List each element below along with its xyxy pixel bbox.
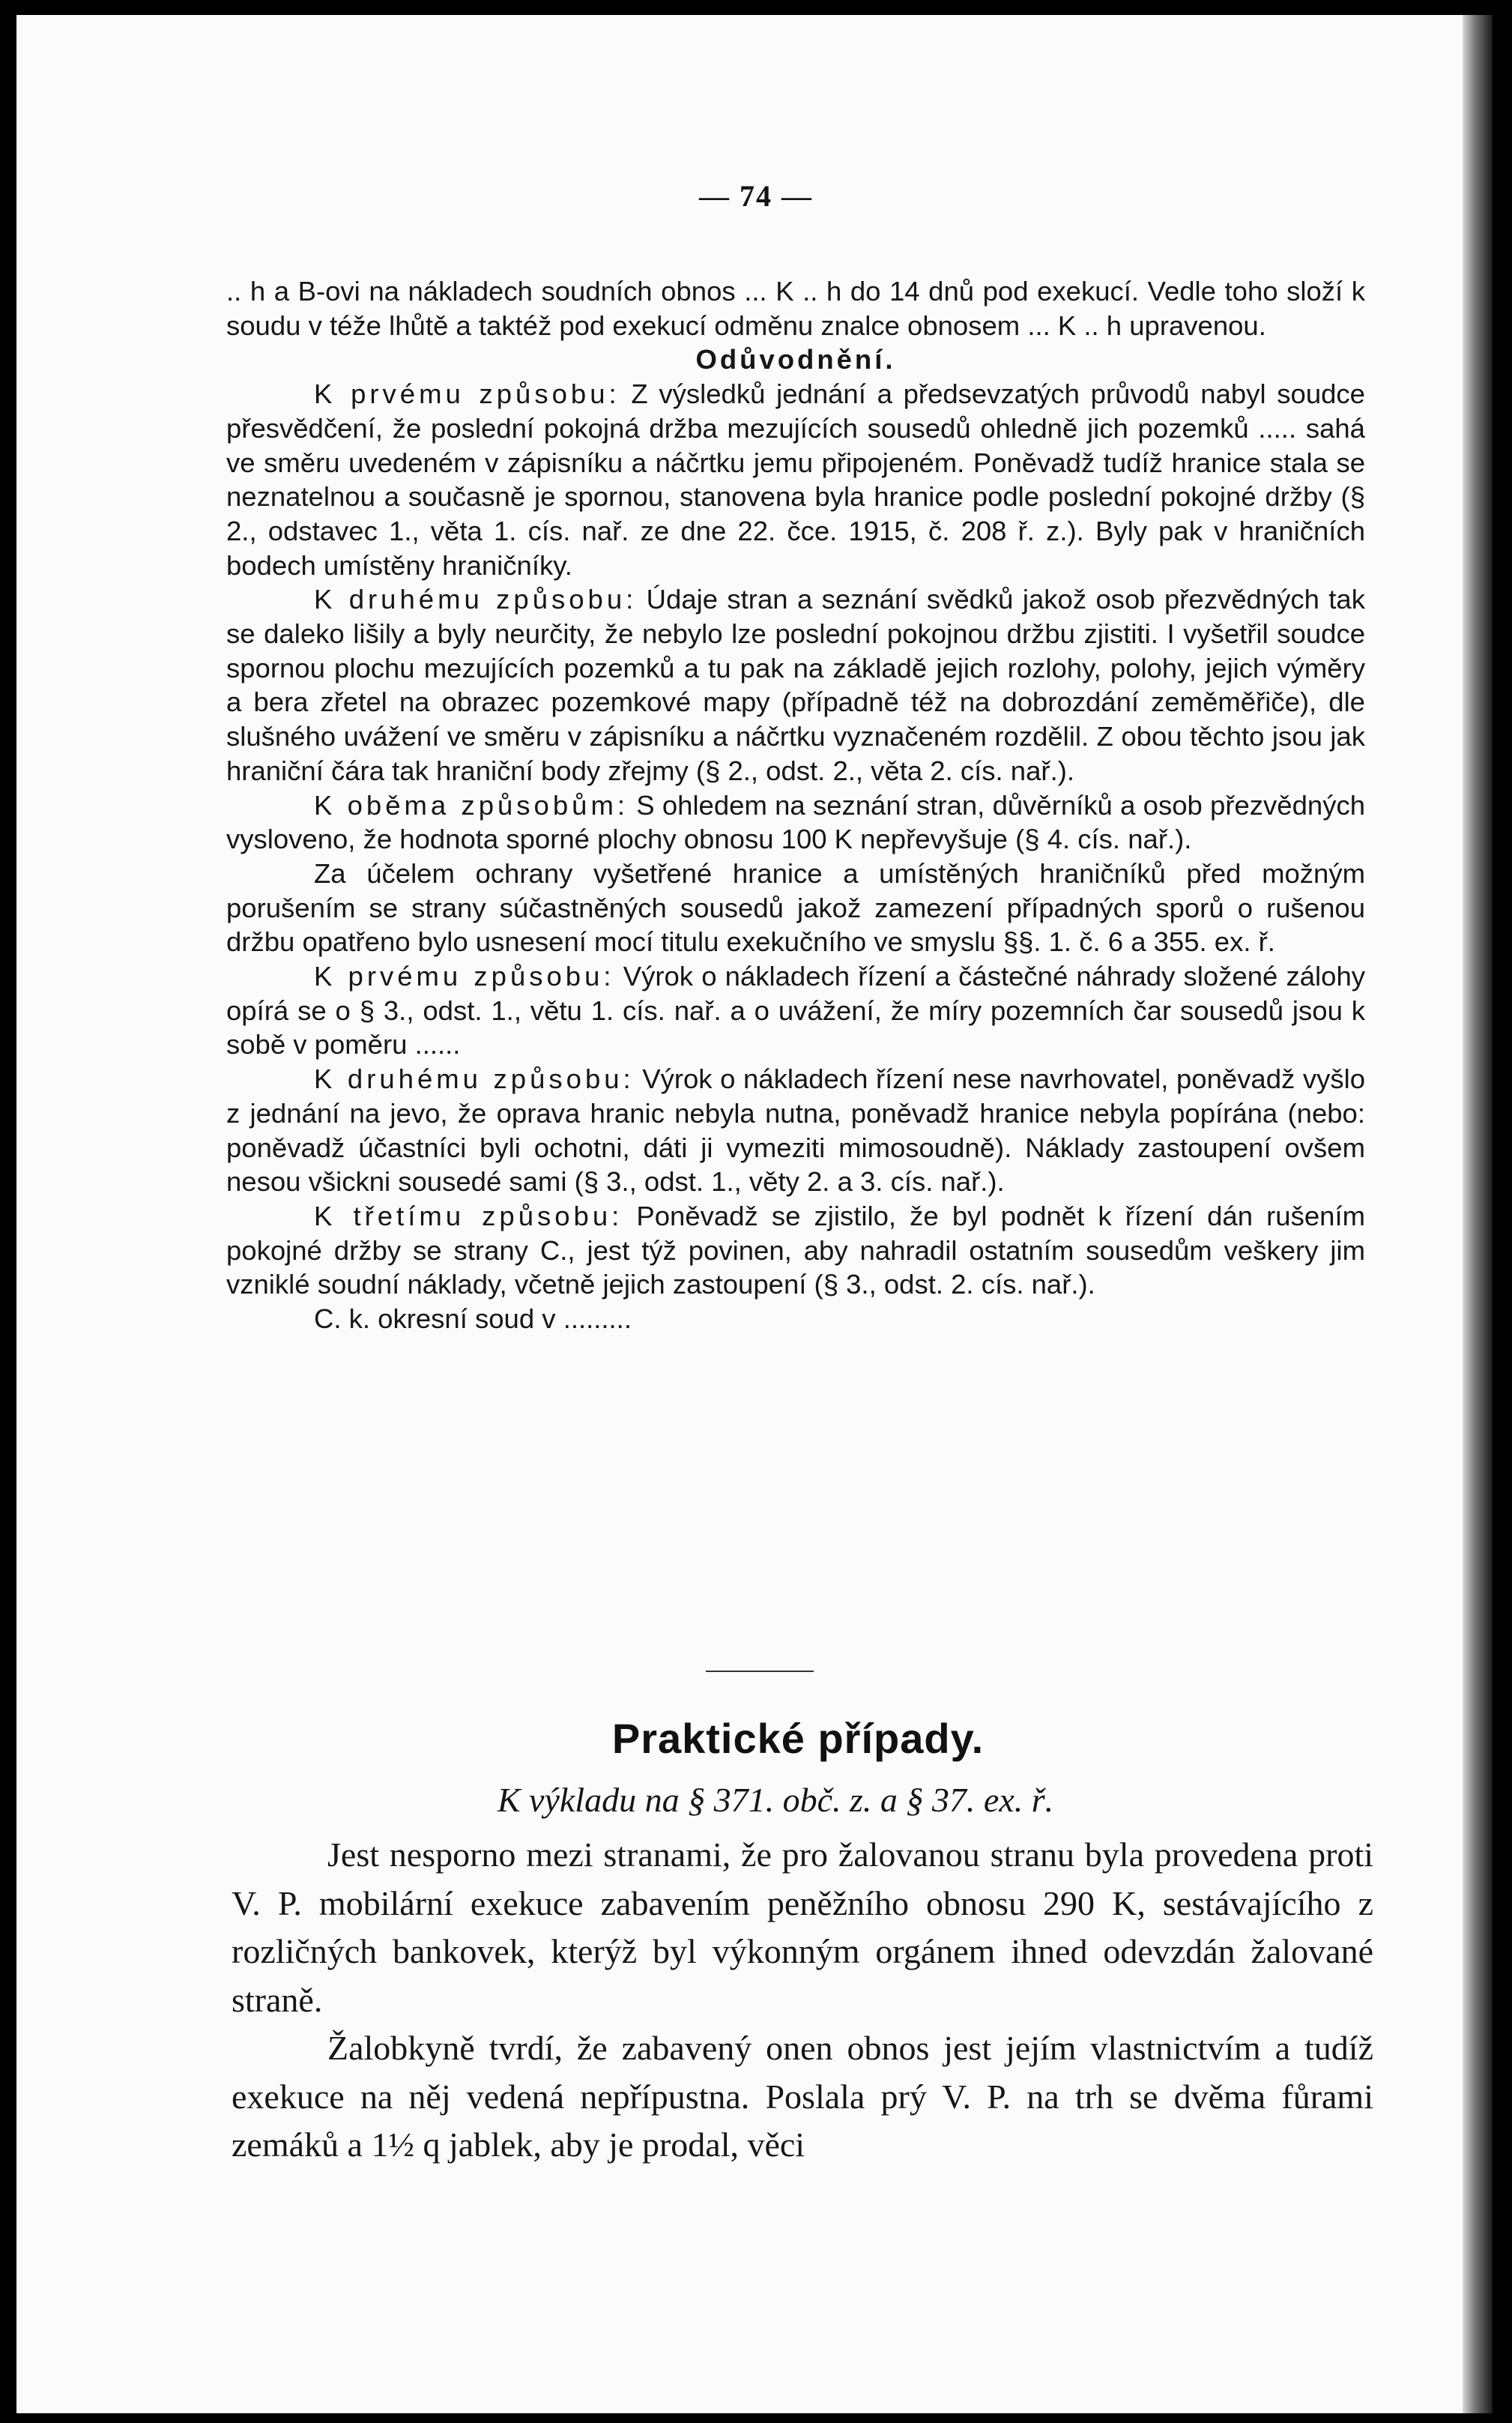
paragraph-lead: K oběma způsobům: bbox=[314, 789, 629, 821]
page-number: — 74 — bbox=[699, 179, 813, 213]
paragraph-protection: Za účelem ochrany vyšetřené hranice a umístěných hraničníků před možným porušením se strany súčastněných sousedů jakož zamezení případných sporů o rušenou držbu opatřeno bylo usnesení mocí titulu exekučního ve smyslu §§. 1. č. 6 a 355. ex. ř. bbox=[226, 857, 1365, 958]
reasons-heading: Odůvodnění. bbox=[695, 344, 896, 375]
court-signature: C. k. okresní soud v ......... bbox=[314, 1303, 632, 1335]
paragraph-costs-second bbox=[226, 1062, 1365, 1199]
paragraph-lead: K třetímu způsobu: bbox=[314, 1200, 623, 1231]
paragraph-costs-third bbox=[226, 1199, 1365, 1302]
paragraph-second-method bbox=[226, 582, 1365, 788]
paragraph-costs-first bbox=[226, 959, 1365, 1062]
paragraph-lead: K druhému způsobu: bbox=[314, 1063, 635, 1095]
section-subtitle: K výkladu na § 371. obč. z. a § 37. ex. ř. bbox=[497, 1781, 1054, 1819]
paragraph-lead: K druhému způsobu: bbox=[314, 584, 638, 615]
paragraph-lead: K prvému způsobu: bbox=[314, 961, 615, 992]
paragraph-body: Výrok o nákladech řízení nese navrhovatel, poněvadž vyšlo z jednání na jevo, že oprava hranic nebyla nutna, poněvadž hranice nebyla popírána (nebo: poněvadž účastníci byli ochotni, dáti ji vymeziti mimosoudně). Náklady zastoupení ovšem nesou všickni sousedé sami (§ 3., odst. 1., věty 2. a 3. cís. nař.). bbox=[226, 1063, 1365, 1198]
paragraph-body: Poněvadž se zjistilo, že byl podnět k řízení dán rušením pokojné držby se strany C., jest týž povinen, aby nahradil ostatním sousedům veškery jim vzniklé soudní náklady, včetně jejich zastoupení (§ 3., odst. 2. cís. nař.). bbox=[226, 1200, 1365, 1300]
paragraph-body: Výrok o nákladech řízení a částečné náhrady složené zálohy opírá se o § 3., odst. 1., větu 1. cís. nař. a o uvážení, že míry pozemních čar sousedů jsou k sobě v poměru ...... bbox=[226, 961, 1365, 1060]
paragraph-body: S ohledem na seznání stran, důvěrníků a osob přezvědných vysloveno, že hodnota sporné plochy obnosu 100 K nepřevyšuje (§ 4. cís. nař.). bbox=[226, 789, 1366, 855]
section-title: Praktické případy. bbox=[611, 1715, 985, 1762]
case-paragraph: Žalobkyně tvrdí, že zabavený onen obnos jest jejím vlastnictvím a tudíž exekuce na něj vedená nepřípustna. Poslala prý V. P. na trh se dvěma fůrami zemáků a 1½ q jablek, aby je prodal, věci bbox=[232, 2029, 1373, 2164]
paragraph-body: Z výsledků jednání a předsevzatých průvodů nabyl soudce přesvědčení, že poslední pokojná držba mezujících sousedů ohledně jich pozemků ..... sahá ve směru uvedeném v zápisníku a náčrtku jemu připojeném. Poněvadž tudíž hranice stala se neznatelnou a současně je spornou, stanovena byla hranice podle poslední pokojné držby (§ 2., odstavec 1., věta 1. cís. nař. ze dne 22. čce. 1915, č. 208 ř. z.). Byly pak v hraničních bodech umístěny hraničníky. bbox=[226, 378, 1365, 581]
page-edge-shadow bbox=[1463, 15, 1493, 2413]
section-divider bbox=[706, 1671, 814, 1672]
paragraph-lead: K prvému způsobu: bbox=[314, 378, 620, 410]
case-text bbox=[232, 1831, 1373, 2170]
judgment-text bbox=[226, 274, 1365, 1336]
paragraph-body: Údaje stran a seznání svědků jakož osob přezvědných tak se daleko lišily a byly neurčity, že nebylo lze poslední pokojnou držbu zjistiti. I vyšetřil soudce spornou plochu mezujících pozemků a tu pak na základě jejich rozlohy, polohy, jejich výměry a bera zřetel na obrazec pozemkové mapy (případně též na dobrozdání zeměměřiče), dle slušného uvážení ve směru v zápisníku a náčrtku vyznačeném rozdělil. Z obou těchto jsou jak hraniční čára tak hraniční body zřejmy (§ 2., odst. 2., věta 2. cís. nař.). bbox=[226, 584, 1365, 786]
case-paragraph: Jest nesporno mezi stranami, že pro žalovanou stranu byla provedena proti V. P. mobilární exekuce zabavením peněžního obnosu 290 K, sestávajícího z rozličných bankovek, kterýž byl výkonným orgánem ihned odevzdán žalované straně. bbox=[232, 1835, 1373, 2019]
paragraph-both-methods bbox=[226, 788, 1365, 857]
paragraph-costs: .. h a B-ovi na nákladech soudních obnos ... K .. h do 14 dnů pod exekucí. Vedle toho složí k soudu v téže lhůtě a taktéž pod exekucí odměnu znalce obnosem ... K .. h upravenou. bbox=[226, 276, 1365, 341]
paragraph-first-method bbox=[226, 377, 1365, 582]
